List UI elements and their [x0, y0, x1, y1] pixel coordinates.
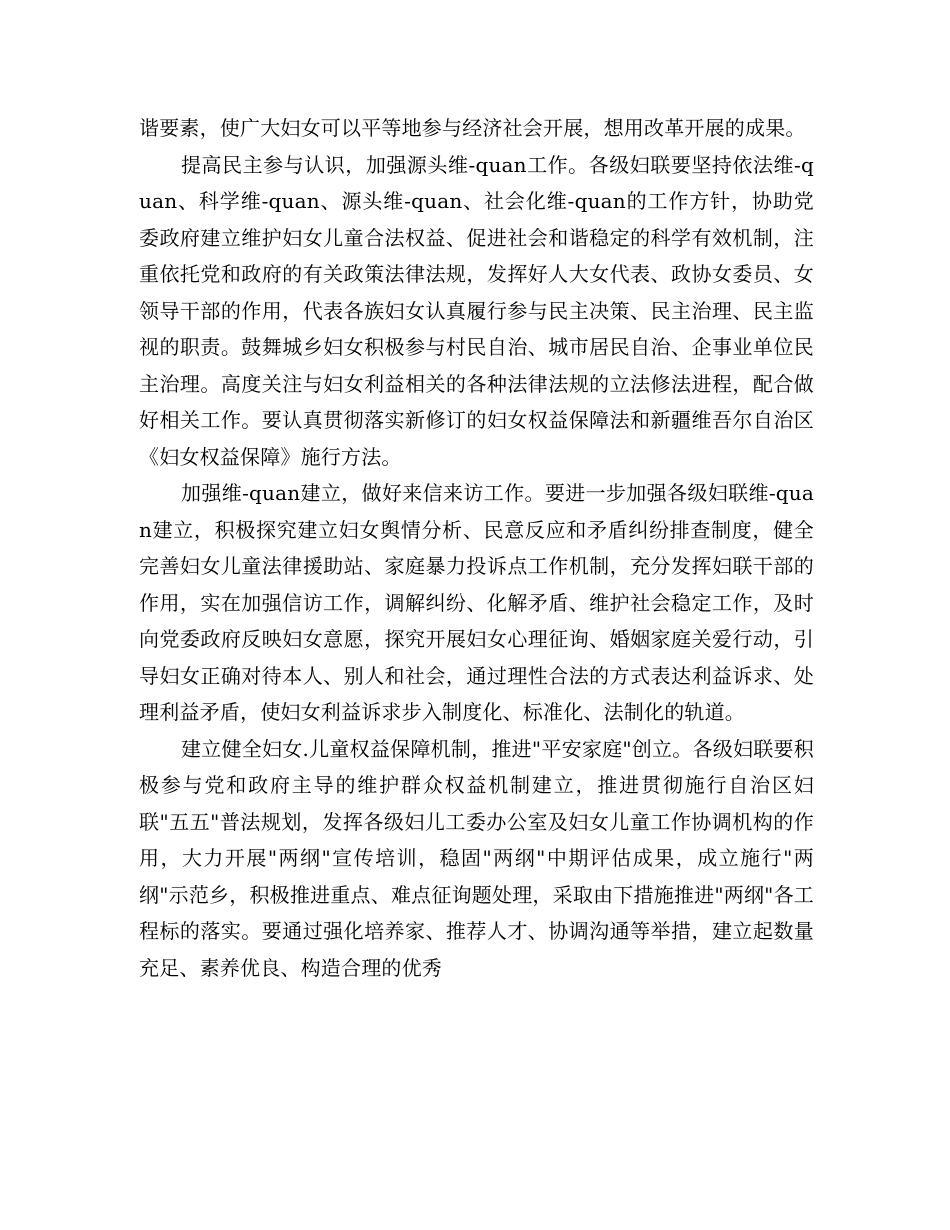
paragraph-4: 建立健全妇女.儿童权益保障机制，推进"平安家庭"创立。各级妇联要积极参与党和政府主导的维护群众权益机制建立，推进贯彻施行自治区妇联"五五"普法规划，发挥各级妇儿工委办公室及妇女儿童工作协调机构的作用，大力开展"两纲"宣传培训，稳固"两纲"中期评估成果，成立施行"两纲"示范乡，积极推进重点、难点征询题处理，采取由下措施推进"两纲"各工程标的落实。要通过强化培养家、推荐人才、协调沟通等举措，建立起数量充足、素养优良、构造合理的优秀 [139, 736, 814, 980]
document-body [139, 110, 814, 986]
paragraph-2: 提高民主参与认识，加强源头维-quan工作。各级妇联要坚持依法维-quan、科学维-quan、源头维-quan、社会化维-quan的工作方针，协助党委政府建立维护妇女儿童合法权益、促进社会和谐稳定的科学有效机制，注重依托党和政府的有关政策法律法规，发挥好人大女代表、政协女委员、女领导干部的作用，代表各族妇女认真履行参与民主决策、民主治理、民主监视的职责。鼓舞城乡妇女积极参与村民自治、城市居民自治、企事业单位民主治理。高度关注与妇女利益相关的各种法律法规的立法修法进程，配合做好相关工作。要认真贯彻落实新修订的妇女权益保障法和新疆维吾尔自治区《妇女权益保障》施行方法。 [139, 152, 814, 469]
paragraph-3: 加强维-quan建立，做好来信来访工作。要进一步加强各级妇联维-quan建立，积极探究建立妇女舆情分析、民意反应和矛盾纠纷排查制度，健全完善妇女儿童法律援助站、家庭暴力投诉点工作机制，充分发挥妇联干部的作用，实在加强信访工作，调解纠纷、化解矛盾、维护社会稳定工作，及时向党委政府反映妇女意愿，探究开展妇女心理征询、婚姻家庭关爱行动，引导妇女正确对待本人、别人和社会，通过理性合法的方式表达利益诉求、处理利益矛盾，使妇女利益诉求步入制度化、标准化、法制化的轨道。 [139, 481, 814, 724]
paragraph-1: 谐要素，使广大妇女可以平等地参与经济社会开展，想用改革开展的成果。 [139, 116, 806, 140]
